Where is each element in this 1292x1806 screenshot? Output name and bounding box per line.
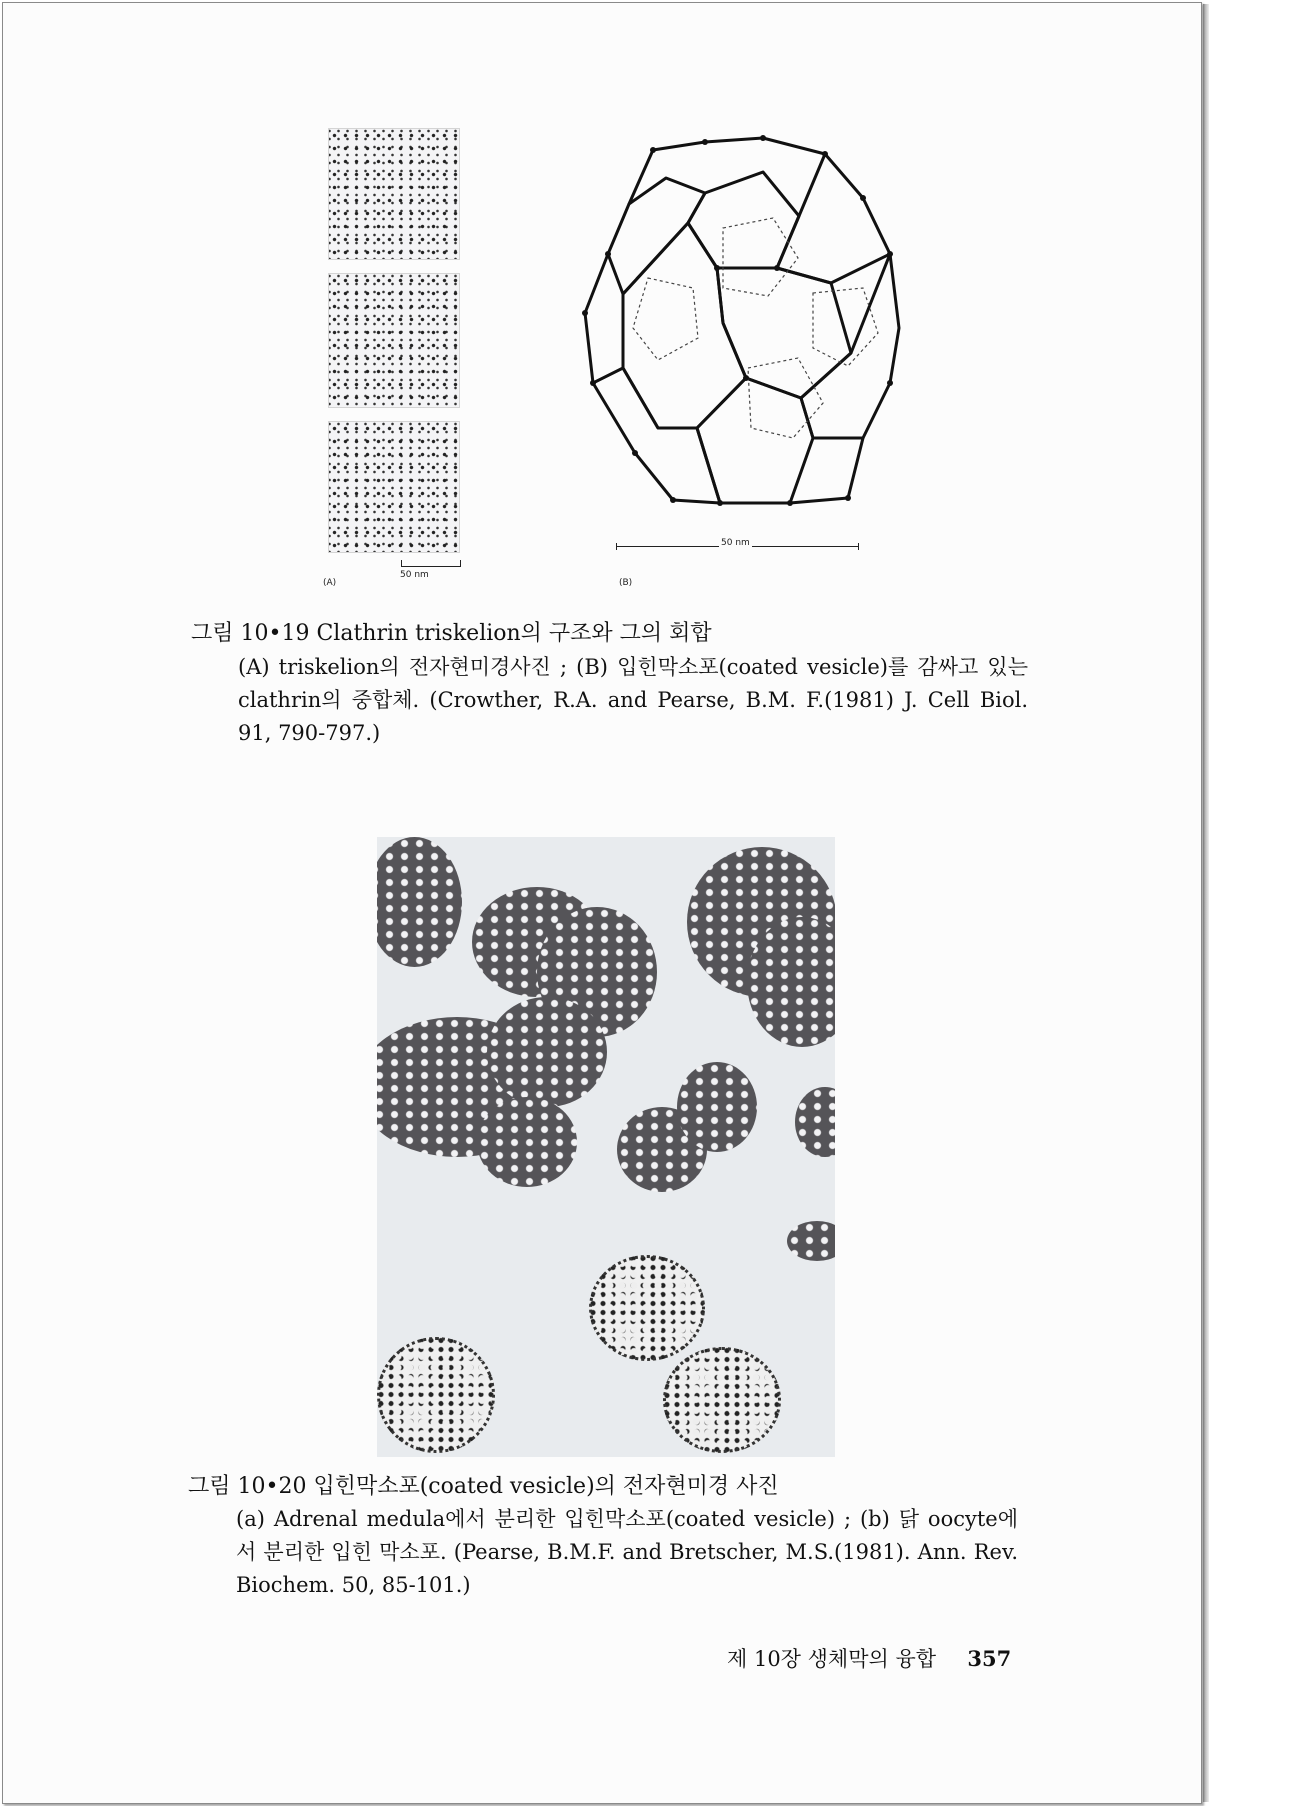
page-number: 357 <box>967 1646 1012 1671</box>
clathrin-cage-diagram <box>563 128 903 518</box>
triskelion-micrograph-3 <box>328 421 460 553</box>
figure-10-20-caption: (a) Adrenal medula에서 분리한 입힌막소포(coated vesicle) ; (b) 닭 oocyte에서 분리한 입힌 막소포. (Pearse, B.M.F. and Bretscher, M.S.(1981). Ann. Rev. Biochem. 50, 85-101.) <box>236 1507 1018 1597</box>
panel-a-scale-label: 50 nm <box>400 570 429 580</box>
panel-a-label: (A) <box>323 578 337 588</box>
chapter-title: 제 10장 생체막의 융합 <box>727 1647 937 1671</box>
figure-10-19-caption: (A) triskelion의 전자현미경사진 ; (B) 입힌막소포(coated vesicle)를 감싸고 있는 clathrin의 중합체. (Crowther, R.A. and Pearse, B.M. F.(1981) J. Cell Biol. 91, 790-797.) <box>238 655 1028 745</box>
figure-10-19-title: 그림 10•19 Clathrin triskelion의 구조와 그의 회합 <box>191 621 712 646</box>
panel-b-label: (B) <box>619 578 633 588</box>
triskelion-micrograph-1 <box>328 128 460 260</box>
book-page <box>2 2 1202 1804</box>
page-footer <box>727 1643 1011 1673</box>
panel-a-scalebar <box>401 560 461 567</box>
page-edge <box>1203 4 1209 1802</box>
figure-10-20-title: 그림 10•20 입힌막소포(coated vesicle)의 전자현미경 사진 <box>188 1474 779 1499</box>
panel-b-scale-label: 50 nm <box>721 538 750 548</box>
triskelion-micrograph-2 <box>328 273 460 408</box>
coated-vesicle-micrograph <box>377 837 835 1457</box>
